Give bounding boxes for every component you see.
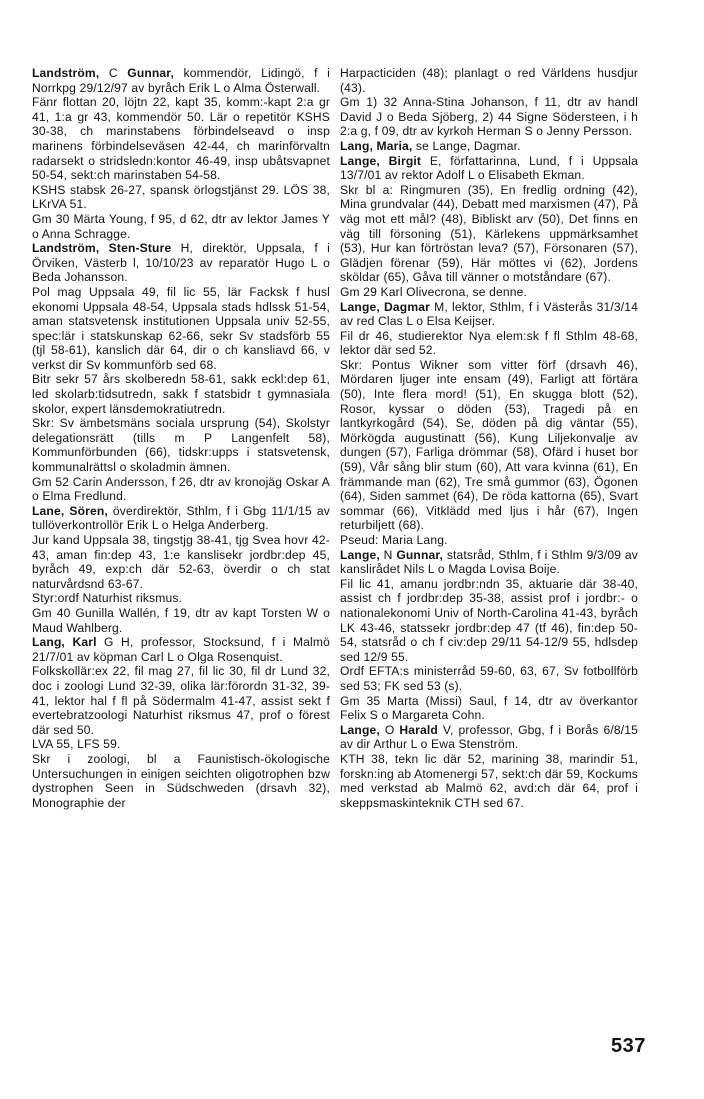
entry-paragraph: Pol mag Uppsala 49, fil lic 55, lär Facksk f husl ekonomi Uppsala 48-54, Uppsala stads hdlssk 51-54, aman statsvetensk institutionen Uppsala univ 52-55, spec:lär i statskunskap 62-66, sekr Sv stadsförb 55 (tjl 58-61), kanslich där 64, dir o ch kansliavd 66, v verkst dir Sv kommunförb sed 68. <box>32 284 330 372</box>
entry-call-name: Harald <box>399 722 438 737</box>
biography-entry <box>340 154 638 183</box>
entry-given-name: se Lange, Dagmar. <box>412 138 521 153</box>
entry-given-name: M, lektor, Sthlm, f i Västerås 31/3/14 av red Clas L o Elsa Keijser. <box>340 299 638 329</box>
entry-given-name: G H, professor, Stocksund, f i Malmö 21/7/01 av köpman Carl L o Olga Rosenquist. <box>32 635 330 664</box>
entry-paragraph: Bitr sekr 57 års skolberedn 58-61, sakk eckl:dep 61, led skolarb:tidsutredn, sakk f statsbidr t gymnasiala skolor, expert länsdemokratiutredn. <box>32 372 330 416</box>
entry-call-name: Gunnar, <box>127 66 175 80</box>
entry-paragraph: Skr: Pontus Wikner som vitter förf (drsavh 46), Mördaren ljuger inte ensam (49), Farligt att förtära (50), Inte flera mord! (51), En skugga blott (52), Rosor, kyssar o döden (53), Tragedi på en lantkyrkogård (54), Se, döden på dig väntar (55), Mörkögda augustinatt (56), Kung Liljekonvalje av dungen (57), Farliga drömmar (58), Ofärd i huset bor (59), Vår sång blir stum (60), Att vara kvinna (61), En främmande man (62), Tre små gummor (63), Ögonen (64), Siden sammet (64), De röda kattorna (65), Svart sommar (66), Vitklädd med ljus i hår (67), Ingen returbiljett (68). <box>340 357 638 533</box>
entry-surname: Lane, Sören, <box>32 503 108 518</box>
entry-paragraph: Gm 30 Märta Young, f 95, d 62, dtr av lektor James Y o Anna Schragge. <box>32 211 330 241</box>
biography-entry <box>32 66 330 95</box>
entry-paragraph: Gm 35 Marta (Missi) Saul, f 14, dtr av överkantor Felix S o Margareta Cohn. <box>340 693 638 723</box>
entry-surname: Lang, Maria, <box>340 138 413 153</box>
entry-given-name: N <box>379 547 397 562</box>
entry-paragraph: Fänr flottan 20, löjtn 22, kapt 35, komm:-kapt 2:a gr 41, 1:a gr 43, kommendör 50. Lär o repetitör KSHS 30-38, ch marinstabens förbindelseavd o insp marinens förbindelseväsen 42-44, ch marinförvaltn radarsekt o stridsledn:kontor 46-49, insp ubåtsvapnet 50-54, sekt:ch marinstaben 54-58. <box>32 95 330 183</box>
entry-paragraph: Gm 52 Carin Andersson, f 26, dtr av kronojäg Oskar A o Elma Fredlund. <box>32 474 330 504</box>
biography-entry <box>32 241 330 285</box>
entry-surname: Landström, Sten-Sture <box>32 241 172 256</box>
entry-paragraph: Fil dr 46, studierektor Nya elem:sk f fl Sthlm 48-68, lektor där sed 52. <box>340 328 638 358</box>
entry-given-name: C <box>99 66 128 80</box>
entry-paragraph: Ordf EFTA:s ministerråd 59-60, 63, 67, Sv fotbollförb sed 53; FK sed 53 (s). <box>340 664 638 693</box>
entry-paragraph: Skr i zoologi, bl a Faunistisch-ökologische Untersuchungen in einigen seichten oligotrophen bzw dystrophen Seen in Südschweden (drsavh 32), Monographie der <box>32 751 330 810</box>
biography-entry <box>340 723 638 752</box>
biography-entry <box>32 635 330 664</box>
entry-paragraph: Gm 40 Gunilla Wallén, f 19, dtr av kapt Torsten W o Maud Wahlberg. <box>32 605 330 635</box>
entry-surname: Lange, Dagmar <box>340 299 430 314</box>
entry-surname: Lang, Karl <box>32 635 97 650</box>
entry-paragraph: Harpacticiden (48); planlagt o red Världens husdjur (43). <box>340 66 638 95</box>
entry-paragraph: Styr:ordf Naturhist riksmus. <box>32 591 183 606</box>
entry-given-name: överdirektör, Sthlm, f i Gbg 11/1/15 av tullöverkontrollör Erik L o Helga Anderberg. <box>32 503 330 533</box>
entry-surname: Lange, <box>340 722 380 737</box>
entry-given-name: H, direktör, Uppsala, f i Örviken, Västerb l, 10/10/23 av reparatör Hugo L o Beda Johansson. <box>32 241 330 285</box>
biography-entry <box>340 300 638 329</box>
biography-entry <box>32 504 330 533</box>
entry-header-text: statsråd, Sthlm, f i Sthlm 9/3/09 av kanslirådet Nils L o Magda Lovisa Boije. <box>340 547 638 577</box>
entry-paragraph: KSHS stabsk 26-27, spansk örlogstjänst 29. LÖS 38, LKrVA 51. <box>32 182 330 212</box>
entry-call-name: Gunnar, <box>396 547 444 562</box>
entry-paragraph: Skr bl a: Ringmuren (35), En fredlig ordning (42), Mina grundvalar (44), Debatt med marxismen (47), På väg mot ett mål? (48), Bibliskt arv (50), Det finns en väg till försoning (51), Kärlekens uppmärksamhet (53), Hur kan förtröstan leva? (57), Försonaren (57), Glädjen förenar (59), Här möttes vi (62), Jordens sköldar (65), Gåva till vänner o motståndare (67). <box>340 182 638 285</box>
entry-given-name: E, författarinna, Lund, f i Uppsala 13/7/01 av rektor Adolf L o Elisabeth Ekman. <box>340 153 638 183</box>
left-column <box>32 66 330 810</box>
entry-surname: Landström, <box>32 66 100 80</box>
biography-entry <box>340 548 638 577</box>
entry-given-name: O <box>379 722 400 737</box>
entry-paragraph: Pseud: Maria Lang. <box>340 533 448 547</box>
entry-paragraph: Gm 29 Karl Olivecrona, se denne. <box>340 284 527 299</box>
biography-entry <box>340 139 638 154</box>
entry-paragraph: Jur kand Uppsala 38, tingstjg 38-41, tjg Svea hovr 42-43, aman fin:dep 43, 1:e kanslisekr jordbr:dep 45, byråch 49, exp:ch där 52-63, överdir o ch stat naturvårdsnd 63-67. <box>32 533 330 591</box>
right-column <box>340 66 638 810</box>
entry-surname: Lange, <box>340 547 380 562</box>
entry-paragraph: Folkskollär:ex 22, fil mag 27, fil lic 30, fil dr Lund 32, doc i zoologi Lund 32-39, olika lär:förordn 31-32, 39-41, lektor hal f fl på Södermalm 41-47, assist sekt f evertebratzoologi Naturhist riksmus 47, prof o förest där sed 50. <box>32 664 330 737</box>
entry-paragraph: Fil lic 41, amanu jordbr:ndn 35, aktuarie där 38-40, assist ch f jordbr:dep 35-38, assist prof i jordbr:- o nationalekonomi Univ of North-Carolina 41-43, byråch LK 43-46, statssekr jordbr:dep 47 (tf 46), fin:dep 50-54, statsråd o ch f civ:dep 29/11 54-12/9 55, hdlsdep sed 12/9 55. <box>340 576 638 664</box>
entry-paragraph: Gm 1) 32 Anna-Stina Johanson, f 11, dtr av handl David J o Beda Sjöberg, 2) 44 Signe Södersteen, i h 2:a g, f 09, dtr av kyrkoh Herman S o Jenny Persson. <box>340 95 638 139</box>
entry-surname: Lange, Birgit <box>340 153 422 168</box>
entry-paragraph: Skr: Sv ämbetsmäns sociala ursprung (54), Skolstyr delegationsrätt (tills m P Langenfelt 58), Kommunförbunden (66), tidskr:upps i statsvetensk, kommunalrättsl o skoladmin ämnen. <box>32 416 330 475</box>
entry-paragraph: LVA 55, LFS 59. <box>32 737 121 752</box>
entry-header-text: kommendör, Lidingö, f i Norrkpg 29/12/97 av byråch Erik L o Alma Österwall. <box>32 66 331 95</box>
page-number: 537 <box>611 1035 646 1057</box>
entry-header-text: V, professor, Gbg, f i Borås 6/8/15 av dir Arthur L o Ewa Stenström. <box>340 722 639 752</box>
entry-paragraph: KTH 38, tekn lic där 52, marining 38, marindir 51, forskn:ing ab Atomenergi 57, sekt:ch där 59, Kockums med verkstad ab Malmö 62, avd:ch där 64, prof i skeppsmaskinteknik CTH sed 67. <box>340 751 638 810</box>
